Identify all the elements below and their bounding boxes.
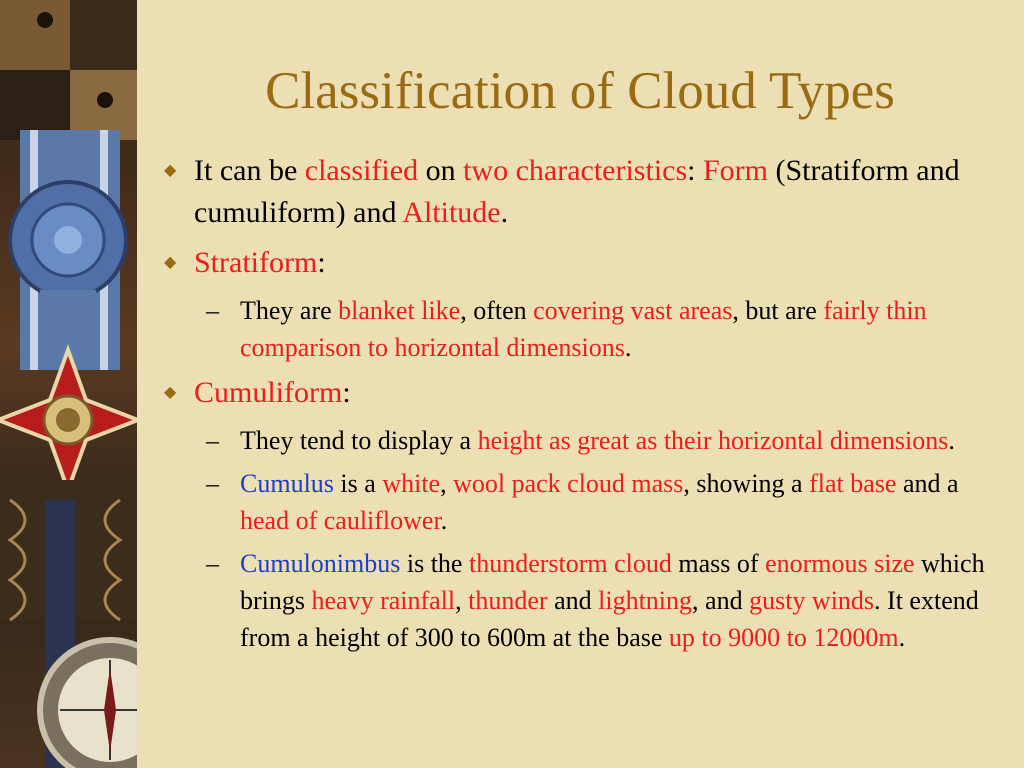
diamond-bullet-icon: ◆: [164, 162, 177, 179]
medal-compass-decoration: [0, 0, 137, 768]
sub-bullet-cumuliform: – They tend to display a height as great as their horizontal dimensions.: [160, 422, 1010, 459]
diamond-bullet-icon: ◆: [164, 254, 177, 271]
sub-bullet-cumulus: – Cumulus is a white, wool pack cloud mass, showing a flat base and a head of cauliflower.: [160, 465, 1010, 539]
slide-content: [160, 150, 1010, 662]
slide-title: Classification of Cloud Types: [265, 62, 895, 120]
bullet-stratiform: ◆ Stratiform:: [160, 242, 1010, 284]
sub-bullet-cumulonimbus: – Cumulonimbus is the thunderstorm cloud mass of enormous size which brings heavy rainfall, thunder and lightning, and gusty winds. It extend from a height of 300 to 600m at the base up to 9000 to 12000m.: [160, 545, 1010, 656]
dash-bullet-icon: –: [206, 296, 219, 325]
dash-bullet-icon: –: [206, 426, 219, 455]
bullet-cumuliform: ◆ Cumuliform:: [160, 372, 1010, 414]
dash-bullet-icon: –: [206, 469, 219, 498]
dash-bullet-icon: –: [206, 549, 219, 578]
diamond-bullet-icon: ◆: [164, 384, 177, 401]
bullet-classification: ◆ It can be classified on two characteristics: Form (Stratiform and cumuliform) and Altitude.: [160, 150, 1010, 234]
decorative-strip: [0, 0, 137, 768]
sub-bullet-stratiform: – They are blanket like, often covering vast areas, but are fairly thin comparison to horizontal dimensions.: [160, 292, 1010, 366]
